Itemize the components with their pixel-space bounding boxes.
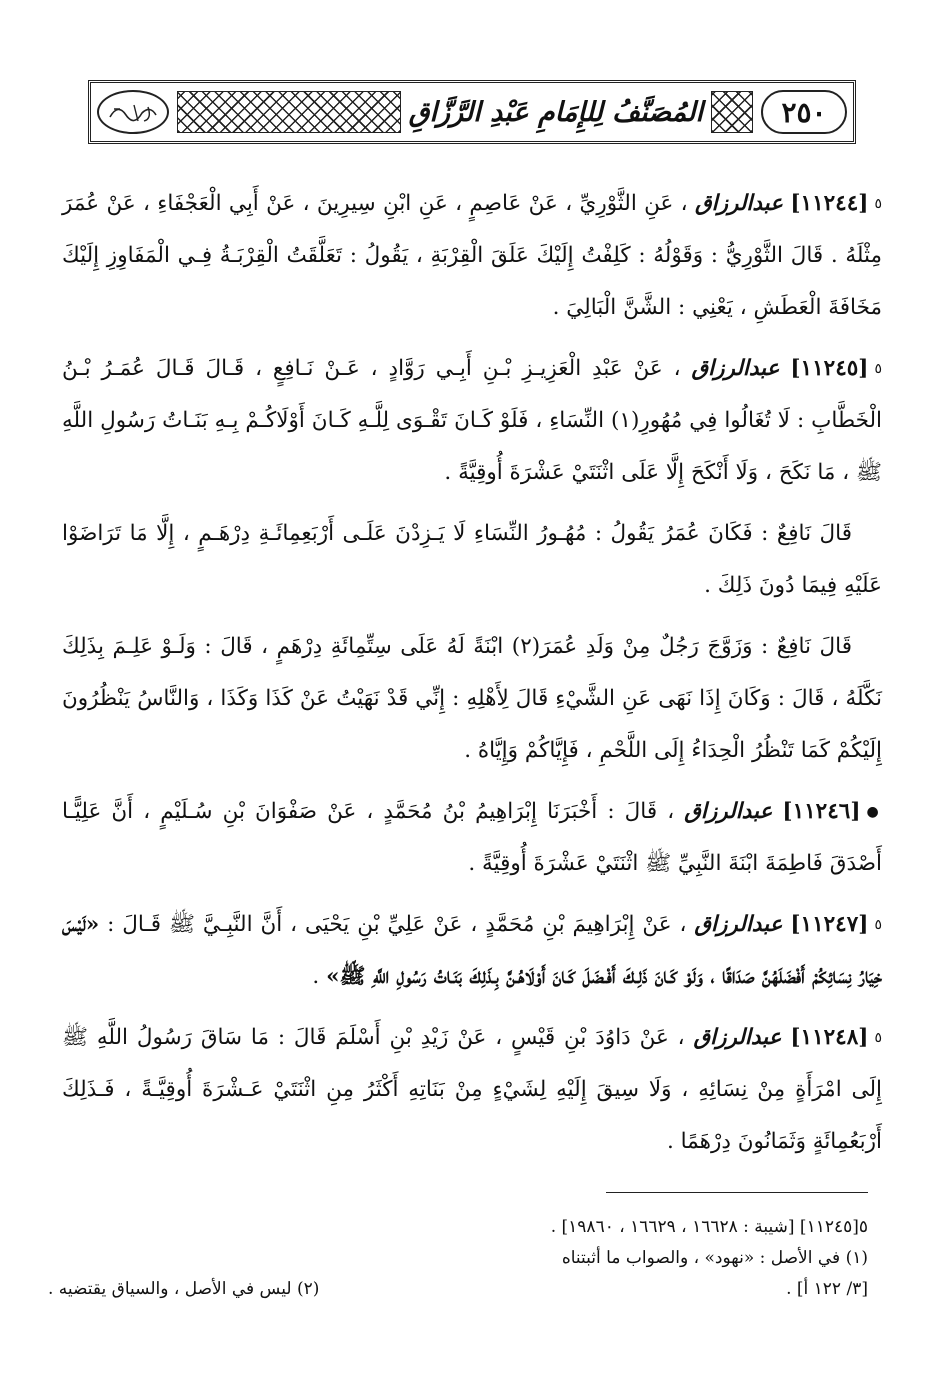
entry-text: ، عَنْ دَاوُدَ بْنِ قَيْسٍ ، عَنْ زَيْدِ بْنِ أَسْلَمَ قَالَ : مَا سَاقَ رَسُولُ اللَّهِ ﷺ إِلَى امْرَأَةٍ مِنْ نِسَائِهِ ، وَلَا سِيقَ إِلَيْهِ لِشَيْءٍ مِنْ بَنَاتِهِ أَكْثَرُ مِنِ اثْنَتَيْ عَـشْرَةَ أُوقِيَّـةً ، فَـذَلِكَ أَرْبَعُمِائَةٍ وَثَمَانُونَ دِرْهَمًا . (62, 1025, 882, 1154)
commentary-paragraph (62, 508, 882, 612)
entry-text: قَالَ نَافِعٌ : فَكَانَ عُمَرُ يَقُولُ : مُهُـورُ النِّسَاءِ لَا يَـزِدْنَ عَلَـى أَرْبَعِمِائَـةِ دِرْهَـمٍ ، إِلَّا مَا تَرَاضَوْا عَلَيْهِ فِيمَا دُونَ ذَلِكَ . (62, 521, 882, 598)
header-ornament-left (177, 91, 401, 133)
page-number: ٢٥٠ (761, 90, 847, 134)
entry-marker: ٥ (874, 361, 883, 377)
author-name: عبدالرزاق (691, 356, 780, 381)
footnote-row (48, 1274, 868, 1305)
folio-reference: [٣/ ١٢٢ أ] . (786, 1279, 868, 1299)
footnote-1: (١) في الأصل : «نهود» ، والصواب ما أثبتناه (561, 1248, 868, 1268)
author-name: عبدالرزاق (694, 912, 783, 937)
page-header (88, 80, 856, 144)
header-ornament-right (711, 91, 753, 133)
author-name: عبدالرزاق (693, 1025, 782, 1050)
entry-number: [١١٢٤٧] (790, 912, 869, 937)
entry-text: قَالَ نَافِعٌ : وَزَوَّجَ رَجُلٌ مِنْ وَلَدِ عُمَرَ(٢) ابْنَةً لَهُ عَلَى سِتِّمِائَةِ دِرْهَمٍ ، قَالَ : وَلَـوْ عَلِـمَ بِذَلِكَ نَكَّلَهُ ، قَالَ : وَكَانَ إِذَا نَهَى عَنِ الشَّيْءِ قَالَ لِأَهْلِهِ : إِنِّي قَدْ نَهَيْتُ عَنْ كَذَا وَكَذَا ، وَالنَّاسُ يَنْظُرُونَ إِلَيْكُمْ كَمَا تَنْظُرُ الْحِدَاءُ إِلَى اللَّحْمِ ، فَإِيَّاكُمْ وَإِيَّاهُ . (62, 634, 882, 763)
calligraphy-seal-icon (104, 95, 162, 129)
entry-11244 (62, 178, 882, 334)
hadith-quote: «لَيْسَ خِيَارُ نِسَائِكُمْ أَفْضَلَهُنَّ صَدَاقًا ، وَلَوْ كَـانَ ذَلِـكَ أَفْـضَلَ كَـانَ أَوْلَاهُـنَّ بِـذَلِكَ بَنَـاتُ رَسُولِ اللَّهِ ﷺ» (62, 912, 882, 989)
entry-text: ، قَالَ : أَخْبَرَنَا إِبْرَاهِيمُ بْنُ مُحَمَّدٍ ، عَنْ صَفْوَانَ بْنِ سُـلَيْمٍ ، أَنَّ عَلِيًّـا أَصْدَقَ فَاطِمَةَ ابْنَةَ النَّبِيِّ ﷺ اثْنَتَيْ عَشْرَةَ أُوقِيَّةً . (62, 799, 882, 876)
entry-11245 (62, 343, 882, 499)
entry-text: ، عَنِ الثَّوْرِيِّ ، عَنْ عَاصِمٍ ، عَنِ ابْنِ سِيرِينَ ، عَنْ أَبِي الْعَجْفَاءِ ، عَنْ عُمَرَ مِثْلَهُ . قَالَ الثَّوْرِيُّ : وَقَوْلُهُ : كَلِفْتُ إِلَيْكَ عَلَقَ الْقِرْبَةِ ، يَقُولُ : تَعَلَّقَتُ الْقِرْبَـةُ فِـي الْمَفَاوِزِ إِلَيْكَ مَخَافَةَ الْعَطَشِ ، يَعْنِي : الشَّنَّ الْبَالِيَ . (62, 191, 882, 320)
book-title: المُصَنَّفُ لِلإِمَامِ عَبْدِ الرَّزَّاقِ (408, 96, 703, 128)
main-text (62, 178, 882, 1177)
entry-11248 (62, 1012, 882, 1168)
entry-text: ، عَنْ عَبْدِ الْعَزِيـزِ بْـنِ أَبِـي رَوَّادٍ ، عَـنْ نَـافِعٍ ، قَـالَ قَـالَ عُمَـرُ بْـنُ الْخَطَّابِ : لَا تُغَالُوا فِي مُهُورِ(١) النِّسَاءِ ، فَلَوْ كَـانَ تَقْـوَى لِلَّـهِ كَـانَ أَوْلَاكُـمْ بِـهِ بَنَـاتُ رَسُولِ اللَّهِ ﷺ ، مَا نَكَحَ ، وَلَا أَنْكَحَ إِلَّا عَلَى اثْنَتَيْ عَشْرَةَ أُوقِيَّةً . (62, 356, 883, 485)
entry-marker: ٥ (874, 917, 882, 933)
footnotes (48, 1212, 868, 1305)
entry-marker: ● (866, 804, 882, 820)
author-name: عبدالرزاق (694, 191, 783, 216)
author-name: عبدالرزاق (684, 799, 773, 824)
entry-tail: . (312, 964, 327, 989)
entry-number: [١١٢٤٨] (790, 1025, 869, 1050)
entry-number: [١١٢٤٥] (790, 356, 869, 381)
entry-number: [١١٢٤٤] (790, 191, 869, 216)
entry-11246 (62, 786, 882, 890)
footnote-divider (606, 1192, 868, 1193)
entry-marker: ٥ (874, 196, 882, 212)
title-seal-logo (97, 90, 169, 134)
entry-11247 (62, 899, 882, 1003)
entry-text: ، عَنْ إِبْرَاهِيمَ بْنِ مُحَمَّدٍ ، عَنْ عَلِيِّ بْنِ يَحْيَى ، أَنَّ النَّبِـيَّ ﷺ قَـالَ : (107, 912, 687, 937)
footnote-2: (٢) ليس في الأصل ، والسياق يقتضيه . (48, 1279, 320, 1299)
entry-number: [١١٢٤٦] (782, 799, 861, 824)
source-reference: ٥[١١٢٤٥] [شيبة : ١٦٦٢٨ ، ١٦٦٢٩ ، ١٩٨٦٠] . (550, 1217, 868, 1237)
commentary-paragraph (62, 621, 882, 777)
entry-marker: ٥ (874, 1030, 882, 1046)
